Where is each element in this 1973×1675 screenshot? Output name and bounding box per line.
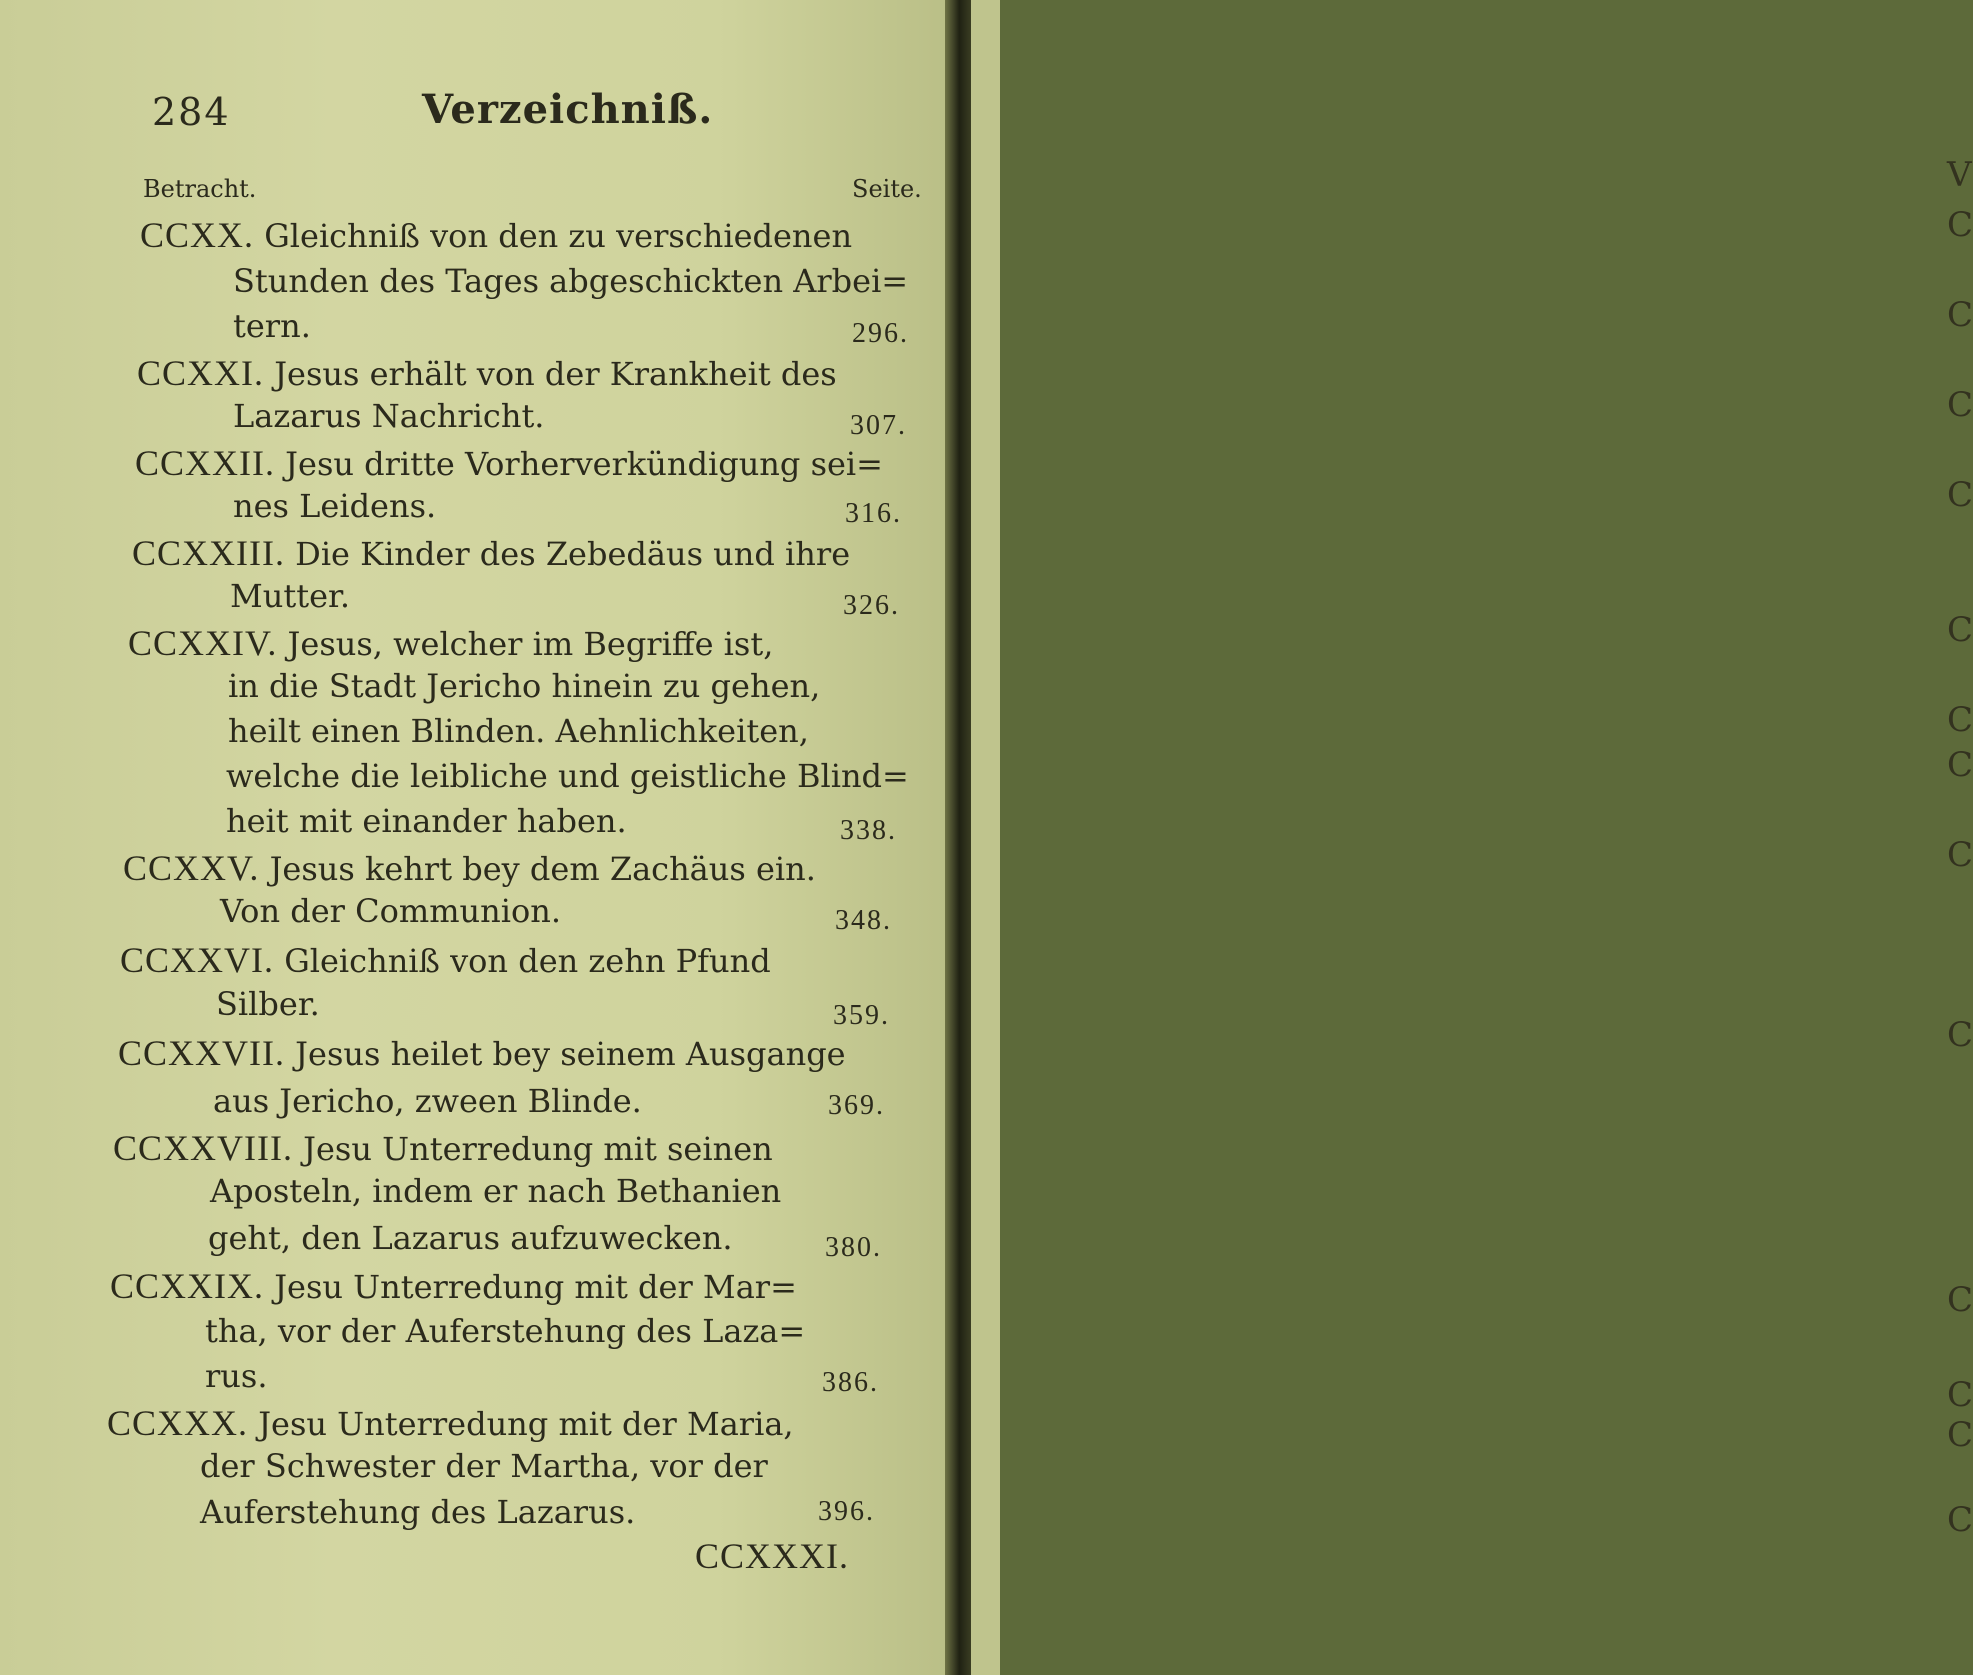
entry-numeral: CCXXIII. bbox=[132, 533, 285, 573]
entry-line: Lazarus Nachricht. bbox=[233, 397, 545, 435]
entry-text: Jesu Unterredung mit der Maria, bbox=[258, 1405, 794, 1443]
entry-line bbox=[132, 535, 850, 571]
adjacent-page-fragment: C bbox=[1947, 1415, 1973, 1455]
book-page bbox=[0, 0, 958, 1675]
entry-page: 359. bbox=[833, 1000, 890, 1031]
entry-numeral: CCXXX. bbox=[107, 1403, 249, 1443]
entry-text: Jesu Unterredung mit seinen bbox=[303, 1130, 773, 1168]
entry-line: nes Leidens. bbox=[233, 487, 437, 525]
entry-line bbox=[113, 1130, 773, 1166]
adjacent-page-fragment: C bbox=[1947, 700, 1973, 740]
entry-line: Auferstehung des Lazarus. bbox=[200, 1493, 636, 1531]
entry-page: 316. bbox=[845, 498, 902, 529]
page-title: Verzeichniß. bbox=[422, 86, 714, 133]
adjacent-page-fragment: C bbox=[1947, 1280, 1973, 1320]
entry-page: 296. bbox=[852, 318, 909, 349]
entry-numeral: CCXXVIII. bbox=[113, 1128, 293, 1168]
entry-line: rus. bbox=[205, 1357, 268, 1395]
column-header-right: Seite. bbox=[852, 175, 922, 203]
adjacent-page-fragment: C bbox=[1947, 745, 1973, 785]
entry-line bbox=[135, 445, 883, 481]
entry-line: heit mit einander haben. bbox=[226, 802, 627, 840]
entry-text: Jesus heilet bey seinem Ausgange bbox=[295, 1035, 846, 1073]
entry-text: Jesus erhält von der Krankheit des bbox=[274, 355, 837, 393]
entry-numeral: CCXXVI. bbox=[120, 940, 275, 980]
entry-text: Gleichniß von den zehn Pfund bbox=[284, 942, 771, 980]
entry-numeral: CCXXV. bbox=[123, 848, 260, 888]
entry-line: Von der Communion. bbox=[220, 892, 562, 930]
entry-numeral: CCXXIV. bbox=[128, 623, 278, 663]
entry-page: 338. bbox=[840, 815, 897, 846]
entry-page: 348. bbox=[835, 905, 892, 936]
adjacent-page bbox=[971, 0, 1973, 1675]
entry-line bbox=[140, 217, 852, 253]
entry-text: Jesu Unterredung mit der Mar= bbox=[274, 1268, 797, 1306]
entry-line: in die Stadt Jericho hinein zu gehen, bbox=[228, 667, 821, 705]
entry-page: 326. bbox=[843, 590, 900, 621]
entry-numeral: CCXX. bbox=[140, 215, 255, 255]
adjacent-page-fragment: C bbox=[1947, 835, 1973, 875]
entry-text: Jesus kehrt bey dem Zachäus ein. bbox=[269, 850, 816, 888]
entry-line: Stunden des Tages abgeschickten Arbei= bbox=[233, 262, 909, 300]
entry-line bbox=[123, 850, 816, 886]
adjacent-page-fragment: C bbox=[1947, 610, 1973, 650]
entry-numeral: CCXXII. bbox=[135, 443, 275, 483]
entry-numeral: CCXXVII. bbox=[118, 1033, 285, 1073]
entry-line: Silber. bbox=[216, 985, 320, 1023]
column-header-left: Betracht. bbox=[143, 175, 257, 203]
entry-line: tern. bbox=[233, 307, 311, 345]
entry-line: Aposteln, indem er nach Bethanien bbox=[210, 1172, 782, 1210]
adjacent-page-fragment: C bbox=[1947, 205, 1973, 245]
adjacent-page-fragment: C bbox=[1947, 1500, 1973, 1540]
entry-page: 396. bbox=[818, 1496, 875, 1527]
entry-text: Die Kinder des Zebedäus und ihre bbox=[295, 535, 851, 573]
entry-line bbox=[107, 1405, 794, 1441]
entry-text: Gleichniß von den zu verschiedenen bbox=[264, 217, 853, 255]
entry-line: heilt einen Blinden. Aehnlichkeiten, bbox=[228, 712, 809, 750]
entry-page: 369. bbox=[828, 1090, 885, 1121]
entry-line bbox=[110, 1268, 797, 1304]
entry-text: Jesu dritte Vorherverkündigung sei= bbox=[285, 445, 883, 483]
catchword: CCXXXI. bbox=[695, 1536, 850, 1576]
entry-page: 380. bbox=[825, 1232, 882, 1263]
adjacent-page-fragment: C bbox=[1947, 1015, 1973, 1055]
entry-line bbox=[118, 1035, 846, 1071]
entry-text: Jesus, welcher im Begriffe ist, bbox=[287, 625, 774, 663]
entry-numeral: CCXXIX. bbox=[110, 1266, 265, 1306]
adjacent-page-fragment: C bbox=[1947, 385, 1973, 425]
entry-numeral: CCXXI. bbox=[137, 353, 265, 393]
entry-line: tha, vor der Auferstehung des Laza= bbox=[205, 1312, 806, 1350]
page-number: 284 bbox=[152, 90, 231, 134]
entry-line bbox=[128, 625, 773, 661]
entry-page: 307. bbox=[850, 410, 907, 441]
book-gutter bbox=[945, 0, 971, 1675]
entry-page: 386. bbox=[822, 1367, 879, 1398]
entry-line bbox=[120, 942, 771, 978]
entry-line: Mutter. bbox=[230, 577, 350, 615]
entry-line: aus Jericho, zween Blinde. bbox=[213, 1082, 642, 1120]
entry-line: geht, den Lazarus aufzuwecken. bbox=[208, 1219, 733, 1257]
entry-line bbox=[137, 355, 837, 391]
adjacent-page-fragment: C bbox=[1947, 475, 1973, 515]
entry-line: welche die leibliche und geistliche Blind= bbox=[226, 757, 909, 795]
adjacent-page-fragment: C bbox=[1947, 1375, 1973, 1415]
entry-line: der Schwester der Martha, vor der bbox=[200, 1447, 768, 1485]
adjacent-page-fragment: V bbox=[1947, 155, 1972, 195]
adjacent-page-fragment: C bbox=[1947, 295, 1973, 335]
